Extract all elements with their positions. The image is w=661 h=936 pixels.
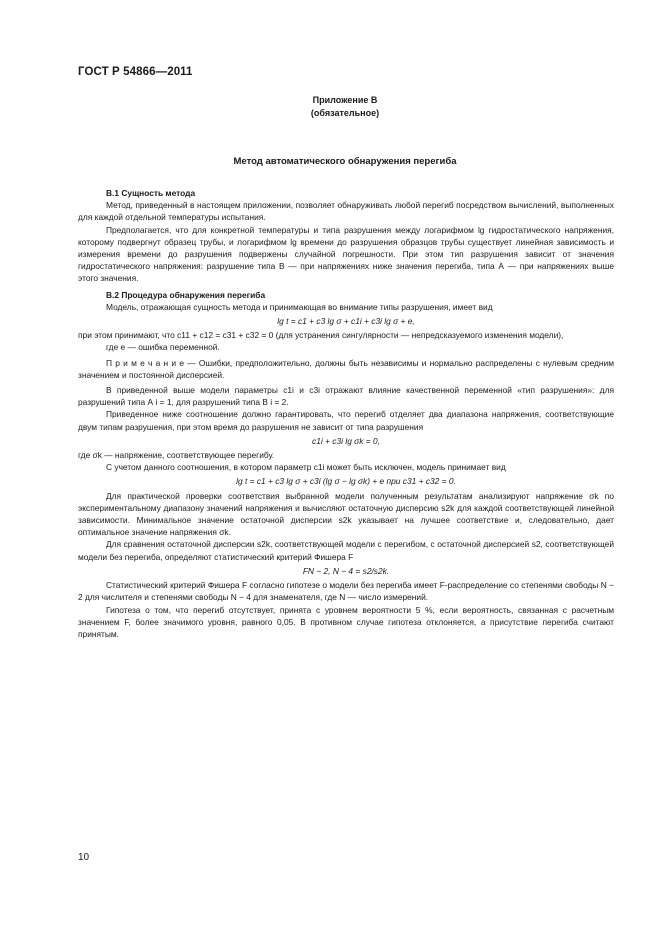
formula-fisher: FN − 2, N − 4 = s2/s2k. — [302, 565, 390, 576]
paragraph: Для практической проверки соответствия выбранной модели полученным результатам анализируют напряжение σk по экспериментальному диапазону значений напряжения и вычисляют остаточную дисперсию s2k для каждой соответствующей линейной зависимости. Минимальное значение остаточной дисперсии s2k указывает на лучшее соответствие и, следовательно, дает оптимальное значение напряжения σk. — [78, 490, 614, 538]
paragraph: где σk — напряжение, соответствующее перегибу. — [78, 450, 275, 461]
paragraph: Метод, приведенный в настоящем приложении, позволяет обнаруживать любой перегиб посредством вычислений, выполненных для каждой отдельной температуры испытания. — [78, 200, 614, 223]
paragraph: Для сравнения остаточной дисперсии s2k, соответствующей модели с перегибом, с остаточной дисперсией s2, соответствующей модели без перегиба, определяют статистический критерий Фишера F — [78, 539, 614, 562]
paragraph: Модель, отражающая сущность метода и принимающая во внимание типы разрушения, имеет вид — [106, 301, 493, 312]
annex-block — [300, 94, 390, 120]
paragraph: Приведенное ниже соотношение должно гарантировать, что перегиб отделяет два диапазона напряжения, соответствующие двум типам разрушения, при этом время до разрушения не зависит от типа разрушения — [78, 409, 614, 432]
paragraph: Гипотеза о том, что перегиб отсутствует, принята с уровнем вероятности 5 %, если вероятность, связанная с расчетным значением F, более значимого уровня, равного 0,05. В противном случае гипотеза отклоняется, а присутствие перегиба считают принятым. — [78, 604, 614, 639]
paragraph: где e — ошибка переменной. — [106, 342, 220, 353]
section-heading-1: В.1 Сущность метода — [106, 188, 196, 198]
document-body — [78, 186, 614, 640]
document-standard-number: ГОСТ Р 54866—2011 — [78, 66, 193, 78]
annex-status: (обязательное) — [310, 108, 380, 118]
paragraph: Статистический критерий Фишера F согласно гипотезе о модели без перегиба имеет F-распределение со степенями свободы N − 2 для числителя и степенями свободы N − 4 для знаменателя, где N — число измерений. — [78, 580, 614, 603]
annex-title: Метод автоматического обнаружения перегиба — [233, 156, 457, 167]
note: П р и м е ч а н и е — Ошибки, предположительно, должны быть независимы и нормально распределены с нулевым средним значением и постоянной дисперсией. — [78, 357, 614, 380]
paragraph: Предполагается, что для конкретной температуры и типа разрушения между логарифмом lg гидростатического напряжения, которому подвергнут образец трубы, и логарифмом lg времени до разрушения образцов трубы существует линейная зависимость и измерения времени до разрушения подвержены случайной погрешности. При этом тип разрушения зависит от значения гидростатического напряжения: разрушение типа В — при напряжениях ниже значения перегиба, типа А — при напряжениях выше этого значения. — [78, 224, 614, 284]
annex-label: Приложение В — [312, 95, 378, 105]
paragraph: С учетом данного соотношения, в котором параметр c1i может быть исключен, модель принимает вид — [106, 462, 506, 473]
formula-knee-condition: c1i + c3i lg σk = 0, — [312, 435, 380, 446]
paragraph: при этом принимают, что c11 + c12 = c31 + c32 = 0 (для устранения сингулярности — непредсказуемого изменения модели), — [78, 330, 564, 341]
paragraph: В приведенной выше модели параметры c1i и c3i отражают влияние качественной переменной «тип разрушения»: для разрушений типа А i = 1, для разрушений типа В i = 2. — [78, 385, 614, 408]
section-heading-2: В.2 Процедура обнаружения перегиба — [106, 289, 266, 300]
formula-model: lg t = c1 + c3 lg σ + c1i + c3i lg σ + e, — [277, 316, 415, 327]
formula-reduced-model: lg t = c1 + c3 lg σ + c3i (lg σ − lg σk) + e при c31 + c32 = 0. — [236, 476, 456, 487]
page-number: 10 — [78, 852, 90, 863]
